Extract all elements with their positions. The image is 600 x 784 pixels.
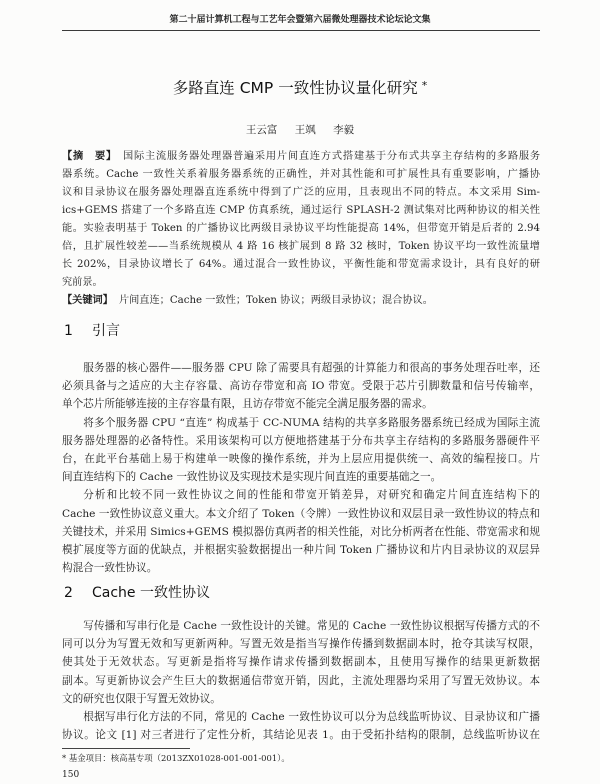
footnote-rule: [62, 748, 190, 749]
abstract-line: [62, 148, 540, 166]
section-title: 引言: [92, 323, 120, 339]
abstract-line: 议和目录协议在服务器处理器直连系统中得到了广泛的应用，且表现出不同的特点。本文采用 Sim-: [62, 187, 540, 198]
keywords-line: [62, 292, 540, 310]
text-line: Cache 一致性协议意义重大。本文介绍了 Token（令牌）一致性协议和双层目录一致性协议的特点和: [62, 507, 540, 520]
paragraph: [62, 617, 540, 708]
section-heading-1: [62, 321, 540, 341]
text-line: 分析和比较不同一致性协议之间的性能和带宽开销差异，对研究和确定片间直连结构下的: [83, 489, 540, 502]
paragraph: [62, 359, 540, 414]
text-line: 模扩展度等方面的优缺点，并根据实验数据提出一种片间 Token 广播协议和片内目录协议的双层异: [62, 543, 540, 556]
text-line: 使其处于无效状态。写更新是指将写操作请求传播到数据副本，且使用写操作的结果更新数据: [62, 656, 540, 669]
keywords-text: 片间直连；Cache 一致性；Token 协议；两级目录协议；混合协议。: [118, 295, 433, 306]
text-line: 单个芯片所能够连接的主存容量有限，且访存带宽不能完全满足服务器的需求。: [62, 398, 433, 411]
text-line: 写传播和写串行化是 Cache 一致性设计的关键。常见的 Cache 一致性协议根据写传播方式的不: [83, 620, 540, 632]
title-footnote-marker: *: [421, 79, 428, 92]
text-line: 构混合一致性协议。: [62, 562, 158, 575]
section-heading-2: [62, 583, 540, 603]
abstract-line: 倍，且扩展性较差——当系统规模从 4 路 16 核扩展到 8 路 32 核时，Token 协议平均一致性流量增: [62, 241, 540, 252]
text-line: 同可以分为写置无效和写更新两种。写置无效是指当写操作传播到数据副本时，抢夺其读写权限，: [62, 638, 540, 651]
abstract-line: 长 202%，目录协议增长了 64%。通过混合一致性协议，平衡性能和带宽需求设计，具有良好的研: [62, 259, 540, 270]
author-name: 王云富: [245, 124, 278, 136]
keywords-label: 【关键词】: [62, 295, 113, 306]
paragraph: [62, 486, 540, 577]
footnote: * 基金项目：核高基专项（2013ZX01028-001-001-001）。: [62, 753, 290, 763]
section-title: Cache 一致性协议: [92, 585, 210, 601]
author-name: 李毅: [333, 124, 355, 136]
paper-title-text: 多路直连 CMP 一致性协议量化研究: [172, 79, 418, 97]
text-line: 协议。论文 [1] 对三者进行了定性分析，其结论见表 1。由于受拓扑结构的限制，总线监听协议在: [62, 729, 540, 742]
abstract-line: ics+GEMS 搭建了一个多路直连 CMP 仿真系统，通过运行 SPLASH-2 测试集对比两种协议的相关性: [62, 205, 540, 216]
section-number: 1: [64, 323, 73, 339]
text-line: 间直连结构下的 Cache 一致性协议及实现技术是实现片间直连的重要基础之一。: [62, 471, 442, 484]
header-rule: [62, 30, 540, 31]
paper-title: [0, 74, 600, 98]
text-line: 关键技术，并采用 Simics+GEMS 模拟器仿真两者的相关性能，对比分析两者在性能、带宽需求和规: [62, 525, 540, 538]
text-line: 台，在此平台基础上易于构建单一映像的操作系统，并为上层应用提供统一、高效的编程接口。片: [62, 452, 540, 465]
running-header: 第二十届计算机工程与工艺年会暨第六届微处理器技术论坛论文集: [169, 15, 431, 25]
text-line: 将多个服务器 CPU “直连” 构成基于 CC-NUMA 结构的共享多路服务器系统已经成为国际主流: [83, 416, 540, 429]
text-line: 根据写串行化方法的不同，常见的 Cache 一致性协议可以分为总线监听协议、目录协议和广播: [83, 710, 540, 723]
paragraph: [62, 708, 540, 744]
section-body-2: [62, 617, 540, 744]
abstract-line: 能。实验表明基于 Token 的广播协议比两级目录协议平均性能提高 14%，但带宽开销是后者的 2.94: [62, 223, 540, 234]
paragraph: [62, 414, 540, 487]
page-number: 150: [62, 770, 80, 780]
abstract: [62, 148, 540, 292]
text-line: 服务器处理器的必备特性。采用该架构可以方便地搭建基于分布共享主存结构的多路服务器硬件平: [62, 434, 540, 447]
section-number: 2: [64, 585, 73, 601]
text-line: 服务器的核心器件——服务器 CPU 除了需要具有超强的计算能力和很高的事务处理吞吐率，还: [83, 362, 540, 374]
keywords: [62, 292, 540, 310]
abstract-line: 器系统。Cache 一致性关系着服务器系统的正确性，并对其性能和可扩展性具有重要影响，广播协: [62, 169, 540, 180]
text-line: 副本。写更新协议会产生巨大的数据通信带宽开销，因此，主流处理器均采用了写置无效协议。本: [62, 674, 540, 687]
abstract-text: 国际主流服务器处理器普遍采用片间直连方式搭建基于分布式共享主存结构的多路服务: [122, 151, 540, 162]
text-line: 文的研究也仅限于写置无效协议。: [62, 692, 221, 705]
section-body-1: [62, 359, 540, 577]
author-list: [0, 121, 600, 139]
author-name: 王飒: [294, 124, 316, 136]
text-line: 必须具备与之适应的大主存容量、高访存带宽和高 IO 带宽。受限于芯片引脚数量和信号传输率，: [62, 380, 540, 393]
abstract-line: 究前景。: [62, 277, 103, 288]
abstract-label: 【摘 要】: [62, 151, 117, 162]
